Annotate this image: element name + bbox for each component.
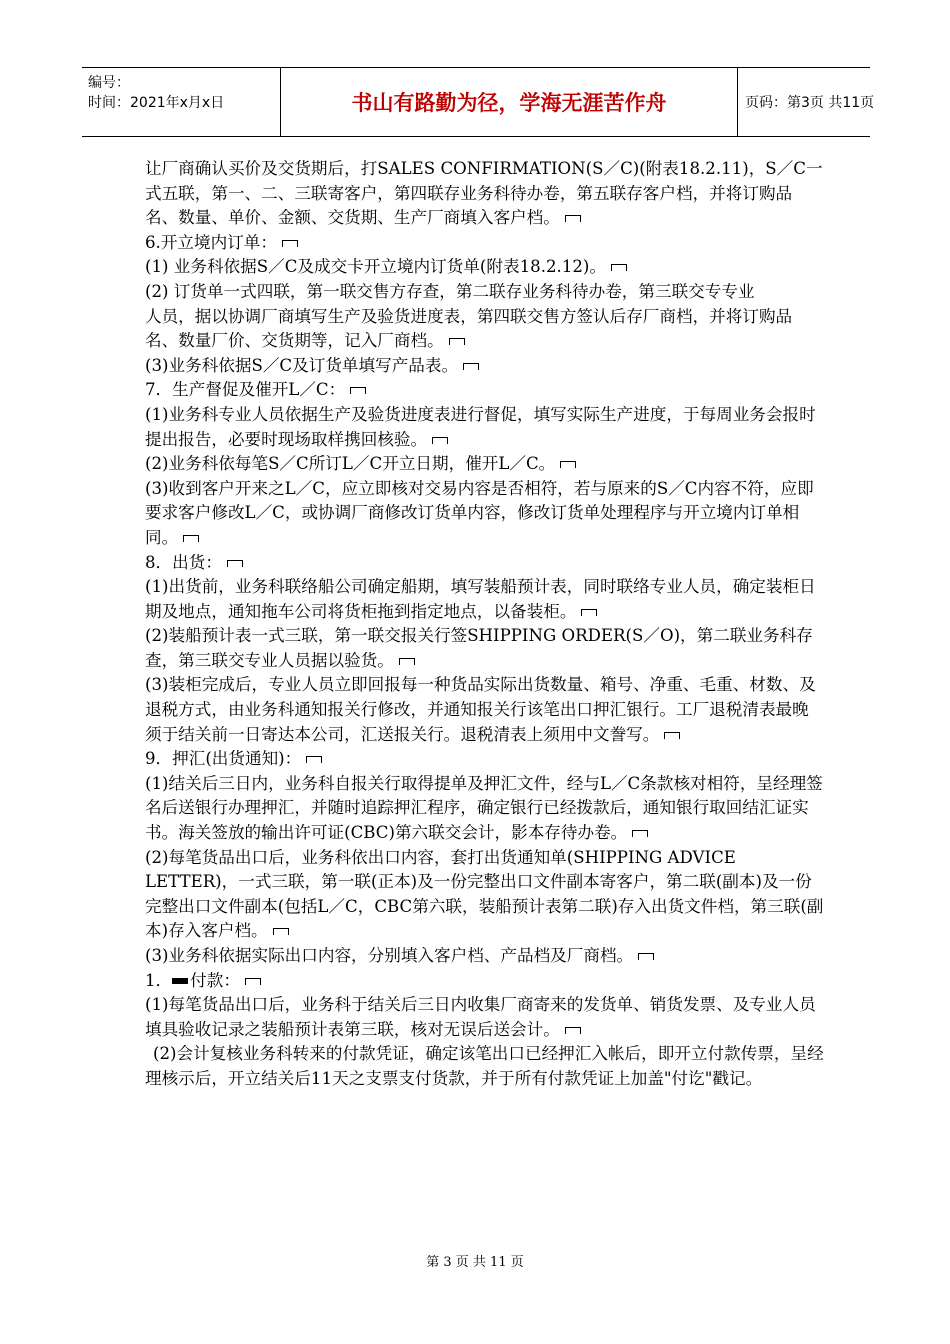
paragraph-mark-icon [560,461,576,468]
paragraph-mark-icon [449,338,465,345]
document-number-label: 编号： [88,75,130,91]
paragraph-mark-icon [432,437,448,444]
paragraph-mark-icon [350,387,366,394]
paragraph: (1)业务科专业人员依据生产及验货进度表进行督促，填写实际生产进度，于每周业务会报时提出报告，必要时现场取样携回核验。 [145,404,816,449]
section-heading: 1． 付款： [145,969,825,994]
paragraph-mark-icon [638,953,654,960]
section-heading: 7．生产督促及催开L／C： [145,378,825,403]
paragraph: (2) 订货单一式四联，第一联交售方存查，第二联存业务科待办卷，第三联交专专业 [145,281,755,301]
paragraph: (3)业务科依据实际出口内容，分别填入客户档、产品档及厂商档。 [145,944,825,969]
paragraph-mark-icon [282,240,298,247]
paragraph: (3)装柜完成后，专业人员立即回报每一种货品实际出货数量、箱号、净重、毛重、材数、及退税方式，由业务科通知报关行修改，并通知报关行该笔出口押汇银行。工厂退税清表最晚须于结关前一日寄达本公司，汇送报关行。退税清表上须用中文誊写。 [145,675,816,744]
paragraph: 人员，据以协调厂商填写生产及验货进度表，第四联交售方签认后存厂商档，并将订购品名、数量厂价、交货期等，记入厂商档。 [145,306,793,351]
bullet-mark-icon [172,978,188,984]
paragraph-mark-icon [581,609,597,616]
paragraph: (1) 业务科依据S／C及成交卡开立境内订货单(附表18.2.12)。 [145,255,825,280]
paragraph: (1)结关后三日内，业务科自报关行取得提单及押汇文件，经与L／C条款核对相符，呈经理签名后送银行办理押汇，并随时追踪押汇程序，确定银行已经拨款后，通知银行取回结汇证实书。海关签放的输出许可证(CBC)第六联交会计，影本存待办卷。 [145,773,823,843]
paragraph: (2)业务科依每笔S／C所订L／C开立日期，催开L／C。 [145,452,825,477]
paragraph-mark-icon [306,756,322,763]
document-body [145,157,825,1092]
paragraph: (3)业务科依据S／C及订货单填写产品表。 [145,354,825,379]
paragraph-mark-icon [245,978,261,985]
paragraph-mark-icon [399,658,415,665]
page-footer: 第 3 页 共 11 页 [426,1255,524,1270]
paragraph-mark-icon [273,928,289,935]
section-heading: 8．出货： [145,551,825,576]
paragraph-mark-icon [664,732,680,739]
page-header [82,67,875,137]
paragraph-mark-icon [611,264,627,271]
paragraph-mark-icon [565,1027,581,1034]
paragraph: (2)装船预计表一式三联，第一联交报关行签SHIPPING ORDER(S／O)，第二联业务科存查，第三联交专业人员据以验货。 [145,626,813,670]
header-page-number: 页码：第3页 共11页 [745,95,875,111]
paragraph: (1)出货前，业务科联络船公司确定船期，填写装船预计表，同时联络专业人员，确定装柜日期及地点，通知拖车公司将货柜拖到指定地点，以备装柜。 [145,577,816,621]
paragraph: (2)会计复核业务科转来的付款凭证，确定该笔出口已经押汇入帐后，即开立付款传票，呈经理核示后，开立结关后11天之支票支付货款，并于所有付款凭证上加盖"付讫"戳记。 [145,1044,824,1088]
paragraph: 让厂商确认买价及交货期后，打SALES CONFIRMATION(S／C)(附表18.2.11)，S／C一式五联，第一、二、三联寄客户，第四联存业务科待办卷，第五联存客户档，并将订购品名、数量、单价、金额、交货期、生产厂商填入客户档。 [145,159,823,228]
paragraph-mark-icon [183,535,199,542]
paragraph: (2)每笔货品出口后，业务科依出口内容，套打出货通知单(SHIPPING ADVICE LETTER)，一式三联，第一联(正本)及一份完整出口文件副本寄客户，第二联(副本)及一份完整出口文件副本(包括L／C，CBC第六联，装船预计表第二联)存入出货文件档，第三联(副本)存入客户档。 [145,847,824,941]
document-date: 时间：2021年x月x日 [88,95,225,111]
header-motto: 书山有路勤为径，学海无涯苦作舟 [280,68,738,136]
paragraph: (3)收到客户开来之L／C，应立即核对交易内容是否相符，若与原来的S／C内容不符，应即要求客户修改L／C，或协调厂商修改订货单内容，修改订货单处理程序与开立境内订单相同。 [145,478,814,547]
paragraph-mark-icon [632,830,648,837]
paragraph-mark-icon [463,363,479,370]
section-heading: 9．押汇(出货通知)： [145,747,825,772]
header-meta [82,68,280,136]
paragraph: (1)每笔货品出口后，业务科于结关后三日内收集厂商寄来的发货单、销货发票、及专业人员填具验收记录之装船预计表第三联，核对无误后送会计。 [145,995,816,1039]
paragraph-mark-icon [565,215,581,222]
section-heading: 6.开立境内订单： [145,231,825,256]
paragraph-mark-icon [227,560,243,567]
